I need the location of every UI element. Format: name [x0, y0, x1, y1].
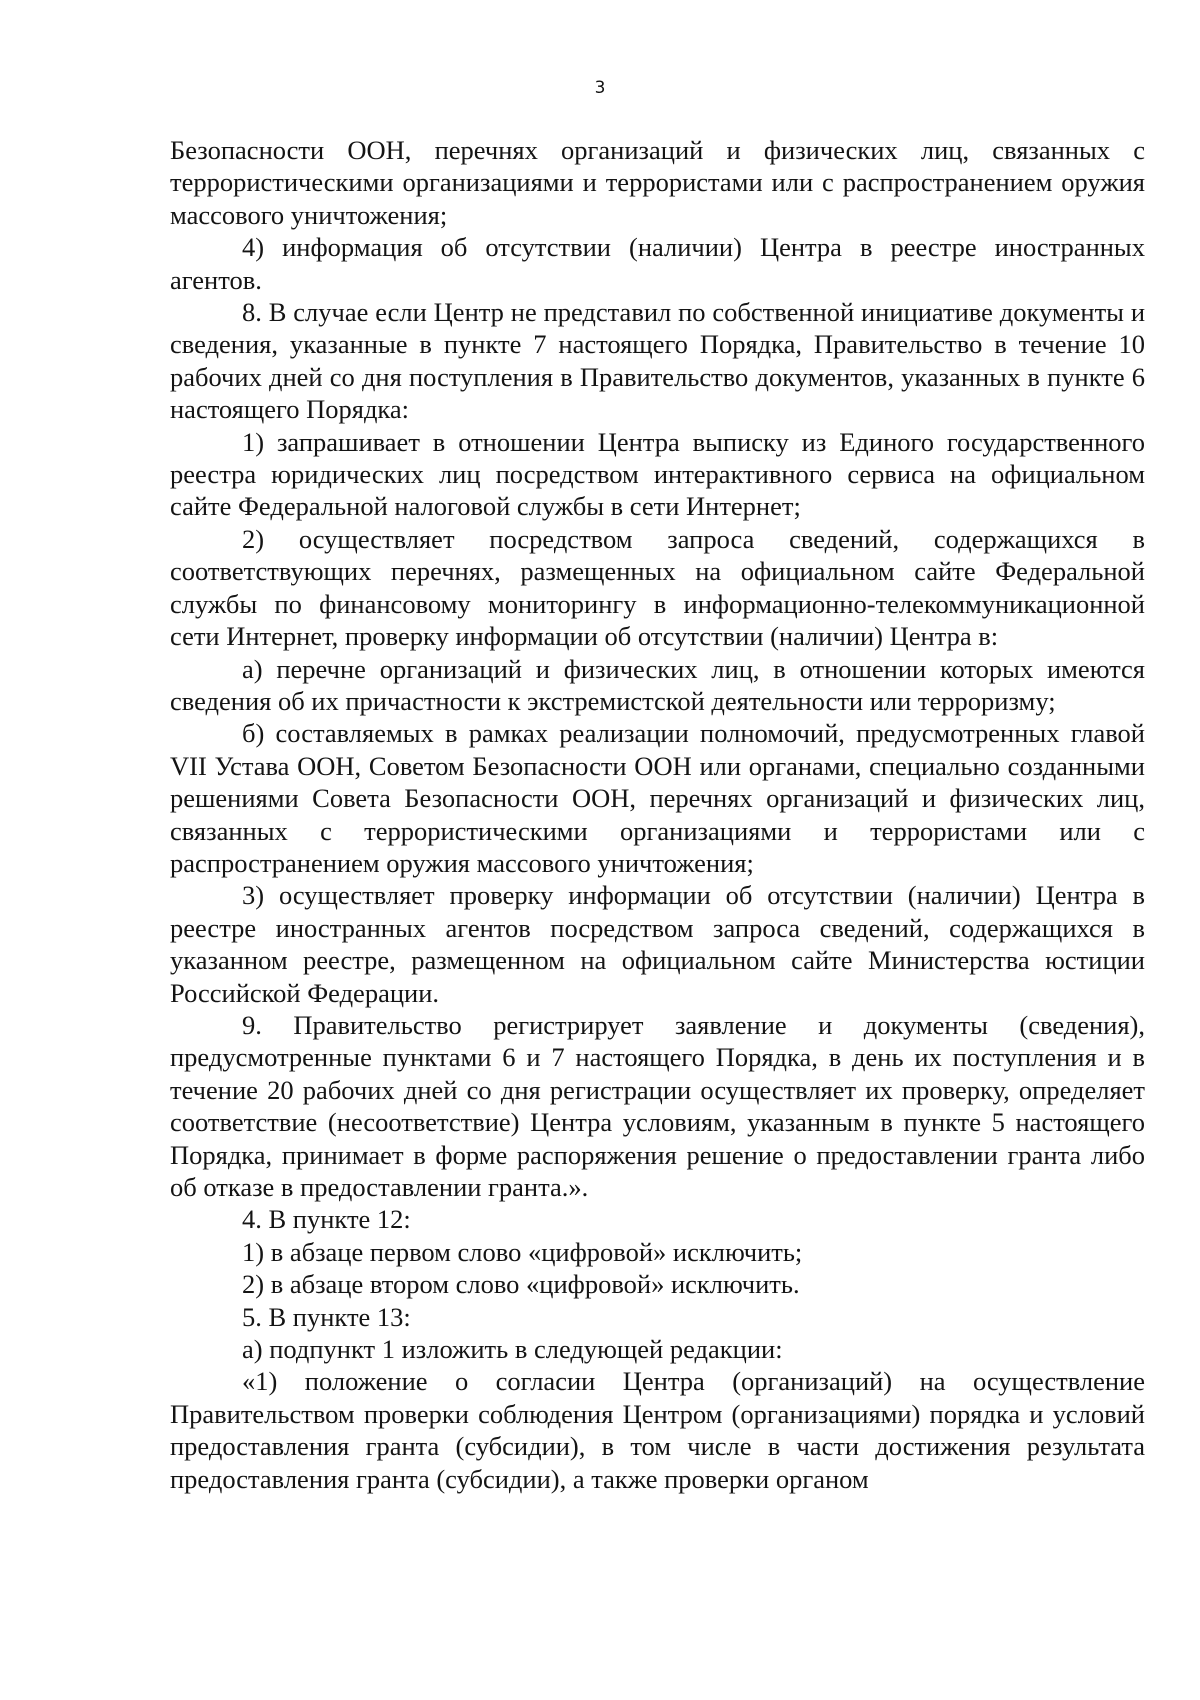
paragraph-amendment-4-item-1: 1) в абзаце первом слово «цифровой» исключить; — [242, 1236, 803, 1267]
paragraph-subitem-1-egrul: 1) запрашивает в отношении Центра выписку из Единого государственного реестра юридических лиц посредством интерактивного сервиса на официальном сайте Федеральной налоговой службы в сети Интернет; — [170, 426, 1145, 522]
paragraph-subitem-a-extremism-list: а) перечне организаций и физических лиц, в отношении которых имеются сведения об их причастности к экстремистской деятельности или терроризму; — [170, 653, 1145, 716]
paragraph-item-4-foreign-agents: 4) информация об отсутствии (наличии) Центра в реестре иностранных агентов. — [170, 232, 1145, 295]
paragraph-quoted-new-subitem-1: «1) положение о согласии Центра (организаций) на осуществление Правительством проверки соблюдения Центром (организациями) порядка и условий предоставления гранта (субсидии), в том числе в части достижения результата предоставления гранта (субсидии), а также проверки органом — [170, 1366, 1145, 1494]
paragraph-subitem-2-rosfinmonitoring: 2) осуществляет посредством запроса сведений, содержащихся в соответствующих перечнях, размещенных на официальном сайте Федеральной службы по финансовому мониторингу в информационно-телекоммуникационной сети Интернет, проверку информации об отсутствии (наличии) Центра в: — [170, 523, 1145, 652]
paragraph-point-8: 8. В случае если Центр не представил по собственной инициативе документы и сведения, указанные в пункте 7 настоящего Порядка, Правительство в течение 10 рабочих дней со дня поступления в Правительство документов, указанных в пункте 6 настоящего Порядка: — [170, 297, 1145, 425]
document-text — [170, 134, 1145, 1495]
paragraph-amendment-4: 4. В пункте 12: — [242, 1204, 411, 1235]
paragraph-point-9: 9. Правительство регистрирует заявление и документы (сведения), предусмотренные пунктами 6 и 7 настоящего Порядка, в день их поступления и в течение 20 рабочих дней со дня регистрации осуществляет их проверку, определяет соответствие (несоответствие) Центра условиям, указанным в пункте 5 настоящего Порядка, принимает в форме распоряжения решение о предоставлении гранта либо об отказе в предоставлении гранта.». — [170, 1009, 1145, 1202]
paragraph-subitem-b-un-lists: б) составляемых в рамках реализации полномочий, предусмотренных главой VII Устава ООН, Советом Безопасности ООН или органами, специально созданными решениями Совета Безопасности ООН, перечнях организаций и физических лиц, связанных с террористическими организациями и террористами или с распространением оружия массового уничтожения; — [170, 718, 1145, 878]
paragraph-amendment-5: 5. В пункте 13: — [242, 1301, 411, 1332]
paragraph-amendment-4-item-2: 2) в абзаце втором слово «цифровой» исключить. — [242, 1269, 800, 1300]
paragraph-continuation: Безопасности ООН, перечнях организаций и физических лиц, связанных с террористическими организациями и террористами или с распространением оружия массового уничтожения; — [170, 135, 1145, 230]
paragraph-amendment-5-item-a: а) подпункт 1 изложить в следующей редакции: — [242, 1334, 783, 1365]
paragraph-subitem-3-minjust-registry: 3) осуществляет проверку информации об отсутствии (наличии) Центра в реестре иностранных агентов посредством запроса сведений, содержащихся в указанном реестре, размещенном на официальном сайте Министерства юстиции Российской Федерации. — [170, 880, 1145, 1008]
page-number: 3 — [594, 78, 606, 98]
